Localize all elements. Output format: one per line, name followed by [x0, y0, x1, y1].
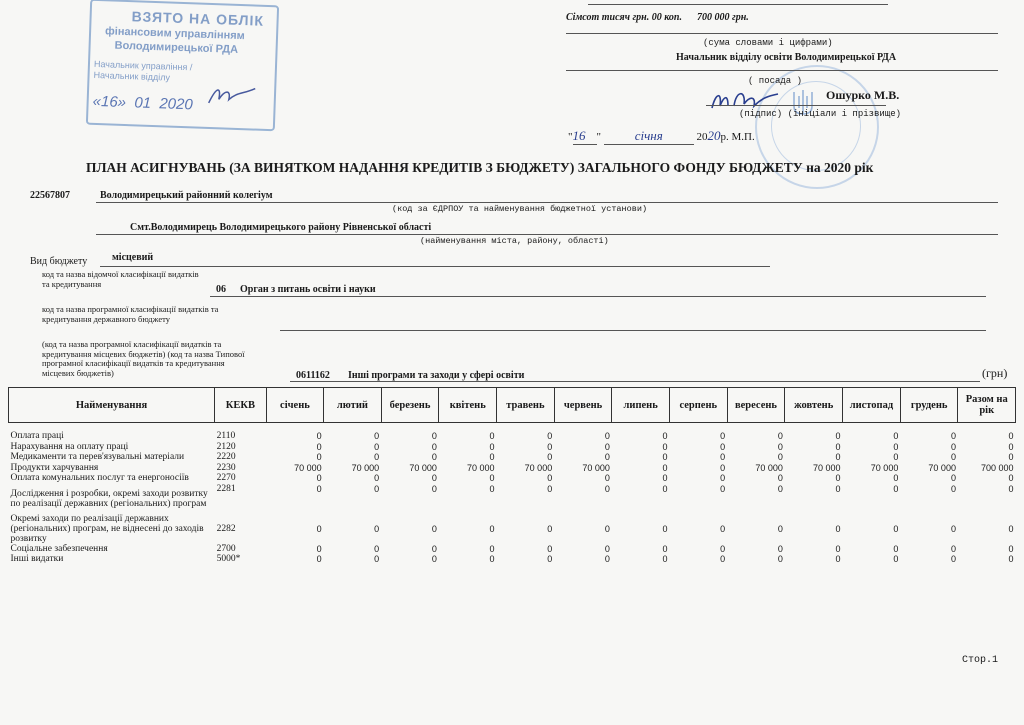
position-line: [566, 70, 998, 71]
institution-caption: (код за ЄДРПОУ та найменування бюджетної установи): [392, 204, 648, 214]
row-month-value: 0: [316, 543, 322, 554]
row-month-value: 0: [316, 441, 322, 452]
row-month-value: 0: [662, 554, 668, 564]
approval-date: [568, 128, 755, 145]
row-kekv: 2110: [216, 431, 236, 441]
row-month-value: 0: [720, 431, 726, 441]
row-month-value: 0: [777, 441, 783, 452]
row-month-value: 0: [604, 431, 610, 441]
row-month-value: 0: [777, 452, 783, 462]
city-line: [96, 234, 998, 235]
row-month-value: 70 000: [351, 462, 380, 473]
row-month-value: 0: [604, 452, 610, 462]
row-month-value: 0: [547, 441, 553, 452]
table-row: [9, 431, 1016, 442]
row-total-value: 0: [1008, 523, 1014, 534]
row-total-value: 700 000: [980, 462, 1014, 473]
row-month-value: 0: [547, 473, 553, 483]
row-month-value: 0: [835, 441, 841, 452]
row-month-value: 0: [777, 554, 783, 564]
row-total-value: 0: [1008, 431, 1014, 441]
row-name: Нарахування на оплату праці: [10, 441, 129, 452]
col-oct-header: жовтень: [785, 388, 843, 423]
row-month-value: 0: [893, 473, 899, 483]
row-name: Продукти харчування: [10, 462, 99, 473]
row-month-value: 0: [950, 473, 956, 483]
date-suffix: р. М.П.: [720, 131, 755, 143]
row-month-value: 0: [431, 523, 437, 534]
row-month-value: 0: [604, 543, 610, 554]
row-month-value: 0: [662, 452, 668, 462]
row-kekv: 2120: [216, 441, 236, 452]
row-month-value: 0: [777, 543, 783, 554]
row-month-value: 0: [893, 523, 899, 534]
col-name-header: Найменування: [9, 388, 215, 423]
row-month-value: 0: [893, 452, 899, 462]
row-month-value: 0: [604, 523, 610, 534]
row-month-value: 0: [720, 523, 726, 534]
dept-code: 06: [216, 284, 226, 295]
row-total-value: 0: [1008, 473, 1014, 483]
head-title: Начальник відділу освіти Володимирецької РДА: [676, 52, 897, 63]
row-month-value: 0: [950, 554, 956, 564]
col-kekv-header: КЕКВ: [215, 388, 267, 423]
header-top-line: [588, 4, 888, 5]
row-month-value: 0: [893, 554, 899, 564]
row-month-value: 0: [662, 431, 668, 441]
row-month-value: 0: [316, 483, 322, 494]
row-month-value: 0: [374, 543, 380, 554]
row-month-value: 0: [720, 483, 726, 494]
row-month-value: 0: [374, 523, 380, 534]
row-month-value: 0: [662, 462, 668, 473]
table-header-row: [9, 388, 1016, 423]
row-month-value: 0: [720, 462, 726, 473]
row-month-value: 0: [662, 543, 668, 554]
amount-words: Сімсот тисяч грн. 00 коп.: [566, 12, 682, 23]
row-month-value: 0: [950, 543, 956, 554]
col-apr-header: квітень: [439, 388, 497, 423]
stamp-date-day: 16: [100, 93, 118, 111]
row-month-value: 0: [431, 452, 437, 462]
currency-unit: (грн): [982, 366, 1008, 380]
row-month-value: 0: [489, 554, 495, 564]
row-month-value: 70 000: [755, 462, 783, 473]
row-month-value: 0: [720, 543, 726, 554]
date-year-prefix: 20: [696, 131, 708, 143]
local-classification-label: (код та назва програмної класифікації видатків та кредитування місцевих бюджетів) (код та назва Типової програмної класифікації видатків та кредитування місцевих бюджетів): [42, 339, 245, 378]
row-month-value: 0: [835, 452, 841, 462]
col-mar-header: березень: [381, 388, 439, 423]
stamp-line-2: фінансовим управлінням: [104, 25, 246, 43]
row-month-value: 0: [604, 473, 610, 483]
stamp-date-year: 20: [175, 95, 194, 114]
row-month-value: 70 000: [294, 462, 322, 473]
row-month-value: 0: [835, 483, 841, 494]
row-name: Інші видатки: [10, 554, 64, 564]
row-month-value: 0: [316, 473, 322, 483]
row-month-value: 0: [604, 483, 610, 494]
row-month-value: 0: [374, 554, 380, 564]
row-month-value: 0: [489, 452, 495, 462]
row-kekv: 5000*: [216, 554, 241, 564]
stamp-signature-icon: [206, 83, 257, 111]
stamp-line-3: Володимирецької РДА: [114, 39, 239, 56]
dept-line: [210, 296, 986, 297]
row-month-value: 0: [547, 543, 553, 554]
row-month-value: 0: [662, 523, 668, 534]
row-month-value: 0: [604, 441, 610, 452]
program-line: [280, 330, 986, 331]
row-month-value: 70 000: [928, 462, 956, 473]
row-month-value: 70 000: [409, 462, 437, 473]
row-month-value: 0: [431, 483, 437, 494]
signature-caption: (підпис) (ініціали і прізвище): [739, 109, 902, 119]
row-month-value: 0: [662, 441, 668, 452]
row-name: Медикаменти та перев'язувальні матеріали: [10, 452, 185, 462]
row-month-value: 0: [720, 554, 726, 564]
row-month-value: 70 000: [870, 462, 899, 473]
table-row: [9, 514, 1016, 544]
date-year-hand: 20: [707, 128, 721, 143]
position-caption: ( посада ): [748, 76, 803, 86]
row-month-value: 0: [489, 543, 495, 554]
row-month-value: 70 000: [582, 462, 610, 473]
local-code: 0611162: [296, 370, 330, 381]
row-month-value: 0: [316, 452, 322, 462]
stamp-date-month: 01: [134, 94, 152, 112]
row-month-value: 0: [316, 431, 322, 441]
spacer-row: [9, 423, 1016, 432]
row-month-value: 0: [489, 483, 495, 494]
row-total-value: 0: [1008, 441, 1014, 452]
table-row: [9, 473, 1016, 484]
col-may-header: травень: [497, 388, 555, 423]
institution-city: Смт.Володимирець Володимирецького району Рівненської області: [130, 222, 432, 233]
row-month-value: 0: [720, 441, 726, 452]
head-name: Ошурко М.В.: [826, 88, 900, 102]
program-classification-label: код та назва програмної класифікації видатків та кредитування державного бюджету: [42, 304, 219, 324]
row-month-value: 0: [547, 483, 553, 494]
row-name: Окремі заходи по реалізації державних (регіональних) програм, не віднесені до заходів розвитку: [10, 513, 204, 544]
col-nov-header: листопад: [843, 388, 901, 423]
row-month-value: 0: [662, 473, 668, 483]
row-month-value: 0: [431, 473, 437, 483]
row-total-value: 0: [1008, 554, 1014, 564]
col-jul-header: липень: [612, 388, 670, 423]
row-total-value: 0: [1008, 452, 1014, 462]
budget-type-label: Вид бюджету: [30, 256, 88, 267]
row-kekv: 2220: [216, 452, 236, 462]
row-month-value: 0: [950, 441, 956, 452]
local-line: [290, 381, 980, 382]
row-month-value: 0: [950, 431, 956, 441]
row-month-value: 0: [777, 431, 783, 441]
row-month-value: 70 000: [467, 462, 495, 473]
table-row: [9, 544, 1016, 555]
stamp-date: «16» 01 2020: [92, 92, 194, 114]
row-month-value: 0: [316, 523, 322, 534]
row-month-value: 0: [489, 431, 495, 441]
row-month-value: 0: [835, 554, 841, 564]
row-month-value: 0: [374, 441, 380, 452]
row-kekv: 2230: [216, 462, 236, 473]
table-row: [9, 554, 1016, 565]
local-name: Інші програми та заходи у сфері освіти: [348, 370, 525, 381]
row-month-value: 0: [316, 554, 322, 564]
col-jan-header: січень: [266, 388, 323, 423]
row-month-value: 0: [662, 483, 668, 494]
row-month-value: 0: [431, 441, 437, 452]
row-month-value: 0: [893, 441, 899, 452]
date-month: січня: [604, 128, 694, 145]
date-quote-open: ": [568, 131, 573, 143]
table-row: [9, 484, 1016, 514]
dept-classification-label: код та назва відомчої класифікації видатків та кредитування: [42, 269, 199, 289]
table-row: [9, 452, 1016, 463]
row-month-value: 0: [950, 523, 956, 534]
budget-type-value: місцевий: [112, 252, 154, 263]
row-month-value: 0: [777, 473, 783, 483]
row-month-value: 0: [950, 452, 956, 462]
row-total-value: 0: [1008, 483, 1014, 494]
row-month-value: 0: [489, 523, 495, 534]
row-month-value: 0: [374, 431, 380, 441]
table-body: [9, 423, 1016, 565]
row-month-value: 0: [547, 554, 553, 564]
institution-code: 22567807: [30, 190, 70, 201]
dept-name: Орган з питань освіти і науки: [240, 284, 376, 295]
institution-name: Володимирецький районний колегіум: [100, 190, 273, 201]
col-aug-header: серпень: [669, 388, 727, 423]
row-name: Оплата праці: [10, 431, 64, 441]
row-month-value: 0: [893, 543, 899, 554]
stamp-line-4: Начальник управління / Начальник відділу: [93, 58, 193, 83]
amount-caption: (сума словами і цифрами): [703, 38, 833, 48]
row-kekv: 2270: [216, 473, 236, 483]
row-month-value: 0: [950, 483, 956, 494]
row-month-value: 0: [489, 441, 495, 452]
row-month-value: 0: [720, 473, 726, 483]
budget-type-line: [100, 266, 770, 267]
row-month-value: 0: [489, 473, 495, 483]
row-month-value: 0: [374, 473, 380, 483]
col-total-header: Разом на рік: [958, 388, 1016, 423]
table-row: [9, 442, 1016, 453]
city-caption: (найменування міста, району, області): [420, 236, 609, 246]
stamp-line-1: ВЗЯТО НА ОБЛІК: [131, 8, 265, 29]
col-feb-header: лютий: [324, 388, 382, 423]
row-kekv: 2281: [216, 483, 236, 494]
row-month-value: 0: [777, 483, 783, 494]
row-month-value: 0: [431, 554, 437, 564]
row-kekv: 2700: [216, 543, 236, 554]
institution-line: [96, 202, 998, 203]
row-month-value: 0: [893, 431, 899, 441]
col-jun-header: червень: [554, 388, 612, 423]
col-dec-header: грудень: [900, 388, 958, 423]
row-month-value: 0: [604, 554, 610, 564]
row-month-value: 0: [835, 523, 841, 534]
date-day: 16: [573, 128, 597, 145]
row-month-value: 70 000: [524, 462, 553, 473]
row-month-value: 0: [431, 431, 437, 441]
row-total-value: 0: [1008, 543, 1014, 554]
row-month-value: 0: [374, 452, 380, 462]
row-month-value: 0: [547, 431, 553, 441]
table-row: [9, 463, 1016, 474]
row-month-value: 0: [835, 543, 841, 554]
row-name: Соціальне забезпечення: [10, 543, 108, 554]
row-name: Оплата комунальних послуг та енергоносіїв: [10, 473, 189, 483]
registration-stamp: [86, 0, 279, 131]
row-month-value: 0: [835, 431, 841, 441]
row-month-value: 0: [720, 452, 726, 462]
signature-line: [706, 105, 886, 106]
row-month-value: 0: [893, 483, 899, 494]
document-title: ПЛАН АСИГНУВАНЬ (ЗА ВИНЯТКОМ НАДАННЯ КРЕДИТІВ З БЮДЖЕТУ) ЗАГАЛЬНОГО ФОНДУ БЮДЖЕТУ на 2020 рік: [86, 160, 874, 175]
row-month-value: 0: [777, 523, 783, 534]
amount-number: 700 000 грн.: [697, 12, 749, 23]
amount-line: [566, 33, 998, 34]
row-month-value: 70 000: [813, 462, 841, 473]
row-month-value: 0: [835, 473, 841, 483]
page-number: Стор.1: [962, 655, 999, 666]
allocation-table: [8, 387, 1016, 565]
row-month-value: 0: [431, 543, 437, 554]
date-quote-close: ": [596, 131, 601, 143]
row-month-value: 0: [547, 452, 553, 462]
col-sep-header: вересень: [727, 388, 785, 423]
row-month-value: 0: [374, 483, 380, 494]
row-month-value: 0: [547, 523, 553, 534]
row-kekv: 2282: [216, 523, 236, 534]
row-name: Дослідження і розробки, окремі заходи розвитку по реалізації державних (регіональних) програм: [10, 488, 208, 509]
